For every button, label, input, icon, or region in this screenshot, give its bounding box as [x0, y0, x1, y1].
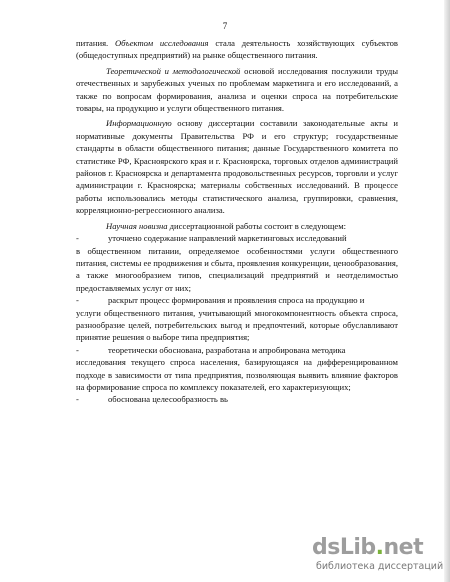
- list-item-first-line: теоретически обоснована, разработана и апробирована методика: [108, 344, 346, 355]
- list-item: [76, 294, 398, 344]
- list-item-text: услуги общественного питания, учитывающий многокомпонентность объекта спроса, разнообразие целей, потребительских выгод и предпочтений, которые обуславливают принятие решения о выборе типа предприятия;: [76, 307, 398, 343]
- watermark-logo: [312, 536, 423, 560]
- bullet-dash: -: [76, 233, 79, 244]
- bullet-dash: -: [76, 394, 79, 405]
- list-item-first-line: раскрыт процесс формирования и проявления спроса на продукцию и: [108, 295, 365, 306]
- watermark-brand-part: net: [383, 535, 424, 560]
- list-item: [76, 393, 398, 405]
- dslib-watermark: [312, 536, 444, 576]
- bullet-dash: -: [76, 344, 79, 355]
- page-number: 7: [222, 21, 228, 31]
- text-span: диссертационной работы состоит в следующем:: [167, 220, 347, 231]
- text-span: питания.: [76, 38, 115, 48]
- text-span: основу диссертации составили законодательные акты и нормативные документы Правительства РФ и его структур; государственные стандарты в области общественного питания; данные Государственного комитета по статистике РФ, Красноярского края и г. Красноярска, торговых отделов администраций районов г. Красноярска и департамента продовольственных ресурсов, торговли и услуг администрации г. Красноярска; материалы собственных исследований. В процессе работы использовались методы статистического анализа, группировки, сравнения, корреляционно-регрессионного анализа.: [76, 118, 398, 216]
- text-span: основой исследования послужили труды отечественных и зарубежных ученых по проблемам маркетинга и его исследований, а также по вопросам формирования, анализа и оценки спроса на потребительские товары, на продукцию и услуги общественного питания.: [76, 65, 398, 114]
- document-body: [76, 37, 398, 406]
- watermark-subtitle: библиотека диссертаций: [316, 561, 444, 572]
- list-item-text: исследования текущего спроса населения, базирующаяся на дифференцированном подходе в зависимости от типа предприятия, позволяющая выявить влияние факторов на формирование спроса по комплексу показателей, его характеризующих;: [76, 357, 398, 392]
- emphasis-theory: Теоретической и методологической: [106, 65, 241, 76]
- paragraph-information: [76, 117, 398, 216]
- emphasis-object-of-study: Объектом исследования: [114, 38, 209, 48]
- emphasis-information: Информационную: [106, 118, 172, 129]
- watermark-brand-part: dsLib: [312, 535, 376, 560]
- paragraph-novelty: [76, 220, 398, 232]
- list-item: [76, 344, 398, 394]
- list-item-text: в общественном питании, определяемое особенностями услуги общественного питания, системы ее продвижения и сбыта, проявления конкуренции, ценообразования, а также многообразием типов, специализаций предприятий и неотделимостью предоставляемых услуг от них;: [76, 245, 398, 293]
- emphasis-novelty: Научная новизна: [106, 220, 168, 231]
- watermark-brand-dot: .: [375, 535, 384, 560]
- bullet-dash: -: [76, 295, 79, 306]
- list-item-first-line: обоснована целесообразность вь: [108, 394, 228, 405]
- paragraph-theory: [76, 65, 398, 115]
- text-span: стала деятельность хозяйствующих субъектов (общедоступных предприятий) на рынке общественного питания.: [76, 38, 398, 61]
- list-item: [76, 232, 398, 294]
- scan-edge: [444, 0, 450, 582]
- list-item-first-line: уточнено содержание направлений маркетинговых исследований: [108, 233, 347, 244]
- paragraph-object: [76, 37, 398, 62]
